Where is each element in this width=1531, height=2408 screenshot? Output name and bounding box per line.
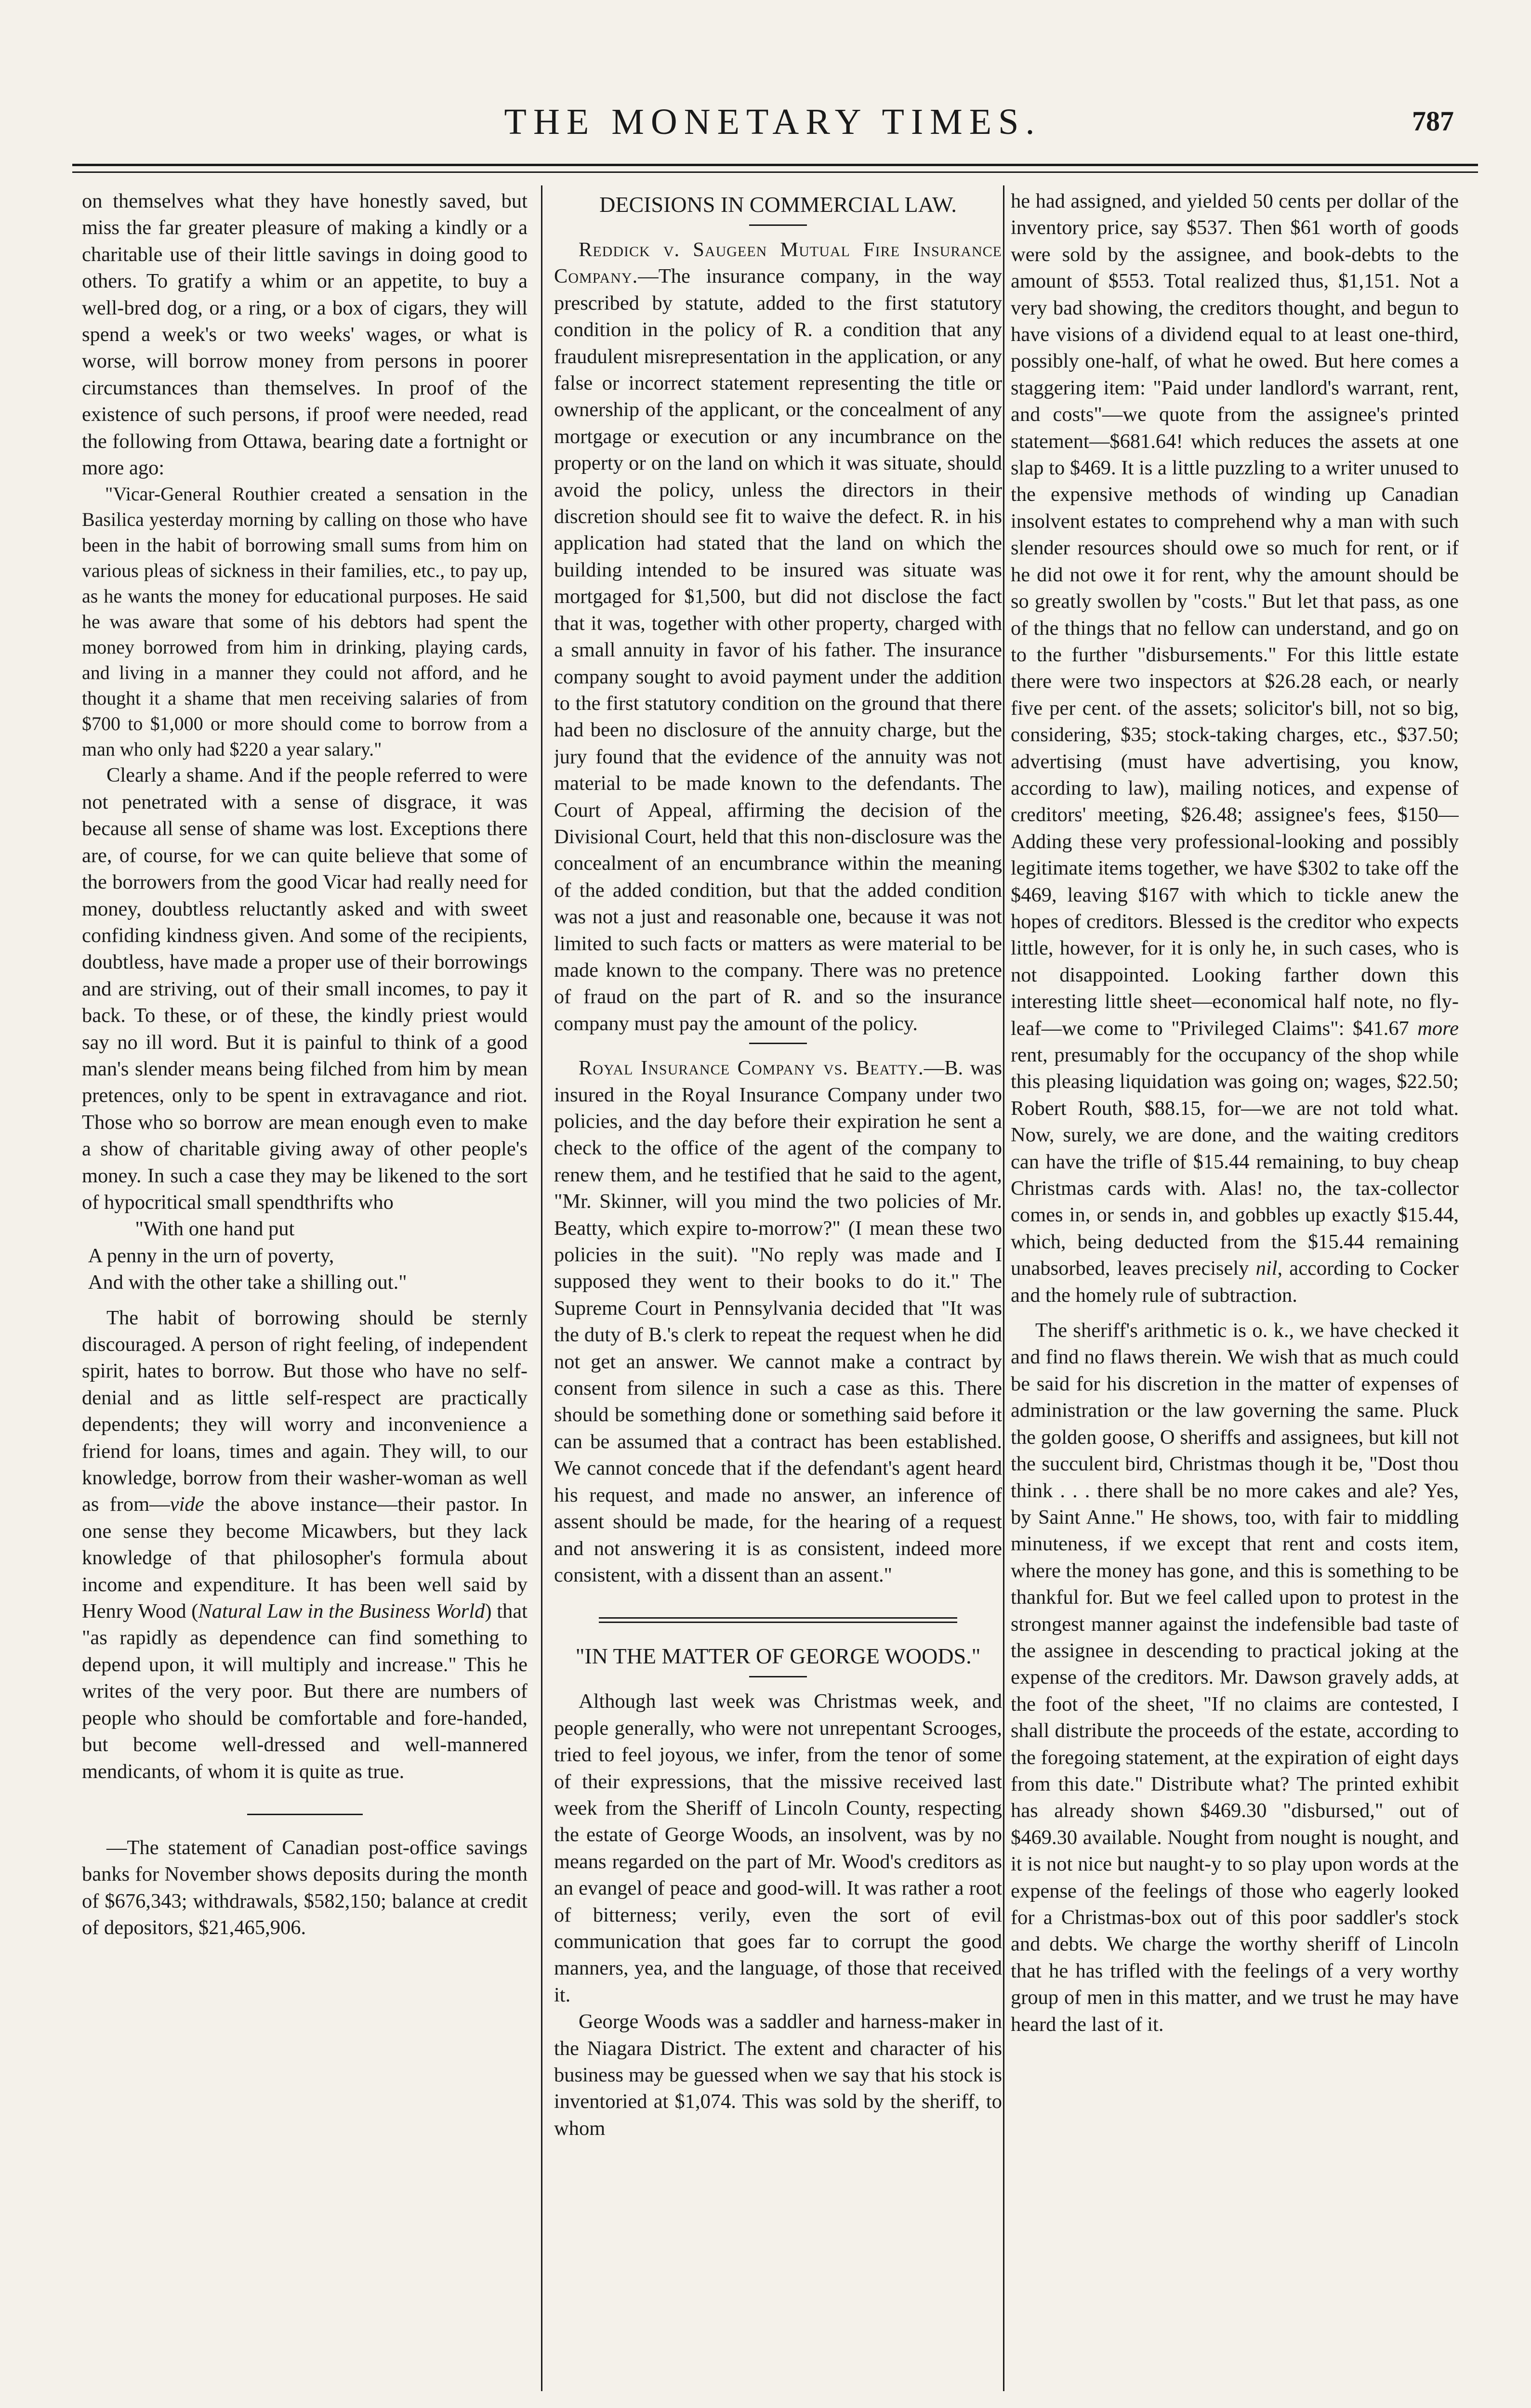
masthead-rule-bottom: [72, 171, 1478, 173]
text-run: rent, presumably for the occupancy of the shop while this pleasing liquidation was going on; wages, $22.50; Robert Routh, $88.15, for—we are not told what. Now, surely, we are done, and the waiting creditors can have the trifle of $15.44 remaining, to buy cheap Christmas cards with. Alas! no, the tax-collector comes in, or sends in, and gobbles up exactly $15.44, which, being deducted from the $15.44 remaining unabsorbed, leaves precisely: [1011, 1044, 1459, 1280]
verse-line: A penny in the urn of poverty,: [88, 1244, 334, 1267]
article-heading: "IN THE MATTER OF GEORGE WOODS.": [575, 1644, 981, 1669]
paragraph: George Woods was a saddler and harness-maker in the Niagara District. The extent and character of his business may be guessed when we say that his stock is inventoried at $1,074. This was sold by the sheriff, to whom: [554, 2010, 1002, 2140]
heading-rule: [749, 1676, 807, 1677]
book-title: Natural Law in the Business World: [198, 1600, 485, 1623]
text-run: —The insurance company, in the way prescribed by statute, added to the first statutory condition in the policy of R. a condition that any fraudulent misrepresentation in the application, or any false or incorrect statement representing the title or ownership of the applicant, or the concealment of any mortgage or execution or any incumbrance on the property or on the land on which it was situate, should avoid the policy, unless the directors in their discretion should see fit to waive the defect. R. in his application had stated that the land on which the building intended to be insured was situate was mortgaged for $1,500, but did not disclose the fact that it was, together with other property, charged with a small annuity in favor of his father. The insurance company sought to avoid payment under the addition to the first statutory condition on the ground that there had been no disclosure of the annuity charge, but the jury found that the evidence of the annuity was not material to be made known to the defendants. The Court of Appeal, affirming the decision of the Divisional Court, held that this non-disclosure was the concealment of an encumbrance within the meaning of the added condition, but that the added condition was not a just and reasonable one, because it was not limited to such facts or matters as were material to be made known to the company. There was no pretence of fraud on the part of R. and so the insurance company must pay the amount of the policy.: [554, 265, 1002, 1035]
paragraph: [82, 1305, 528, 1785]
case-paragraph: [554, 1055, 1002, 1588]
case-title: Royal Insurance Company vs. Beatty.: [579, 1057, 924, 1080]
text-run: , according to Cocker and the homely rule of subtraction.: [1011, 1257, 1459, 1307]
section-rule: [247, 1814, 363, 1815]
case-rule: [749, 1043, 807, 1044]
news-note: —The statement of Canadian post-office savings banks for November shows deposits during the month of $676,343; withdrawals, $582,150; balance at credit of depositors, $21,465,906.: [82, 1836, 528, 1939]
italic-text: more: [1417, 1017, 1459, 1040]
case-title: Reddick v. Saugeen Mutual Fire Insurance Company.: [554, 238, 1002, 288]
column-divider-2: [1003, 185, 1004, 2391]
paragraph: The sheriff's arithmetic is o. k., we have checked it and find no flaws therein. We wish that as much could be said for his discretion in the matter of expenses of administration or the law governing the same. Pluck the golden goose, O sheriffs and assignees, but kill not the succulent bird, Christmas though it be, "Dost thou think . . . there shall be no more cakes and ale? Yes, by Saint Anne." He shows, too, with fair to middling minuteness, if we except that rent and costs item, where the money has gone, and this is something to be thankful for. But we feel called upon to protest in the strongest manner against the indefensible bad taste of the assignee in descending to practical joking at the expense of the creditors. Mr. Dawson gravely adds, at the foot of the sheet, "If no claims are contested, I shall distribute the proceeds of the estate, according to the foregoing statement, at the expiration of eight days from this date." Distribute what? The printed exhibit has already shown $469.30 "disbursed," out of $469.30 available. Nought from nought is nought, and it is not nice but naught-y to so play upon words at the expense of the feelings of those who eagerly looked for a Christmas-box out of this poor saddler's stock and debts. We charge the worthy sheriff of Lincoln that he has trifled with the feelings of a very worthy group of men in this matter, and we trust he may have heard the last of it.: [1011, 1319, 1459, 2036]
paragraph: [1011, 188, 1459, 1309]
column-2: [554, 188, 1002, 2389]
case-paragraph: [554, 236, 1002, 1037]
heading-rule: [749, 224, 807, 226]
masthead-rule-top: [72, 164, 1478, 166]
column-3: [1011, 188, 1459, 2389]
column-1: [82, 188, 528, 2389]
verse-line: And with the other take a shilling out.": [88, 1271, 407, 1294]
text-run: —B. was insured in the Royal Insurance Company under two policies, and the day before their expiration he sent a check to the office of the agent of the company to renew them, and he testified that he said to the agent, "Mr. Skinner, will you mind the two policies of Mr. Beatty, which expire to-morrow?" (I mean these two policies in the suit). "No reply was made and I supposed they went to their books to do it." The Supreme Court in Pennsylvania decided that "It was the duty of B.'s clerk to repeat the request when he did not get an answer. We cannot make a contract by consent from silence in such a case as this. There should be something done or something said before it can be assumed that a contract has been established. We cannot concede that if the defendant's agent heard his request, and made no answer, an inference of assent should be made, for the hearing of a request and not answering it is as consistent, indeed more consistent, with a dissent than an assent.": [554, 1057, 1002, 1586]
page-number: 787: [1412, 105, 1454, 137]
paragraph: Although last week was Christmas week, and people generally, who were not unrepentant Scrooges, tried to feel joyous, we infer, from the tenor of some of their expressions, that the missive received last week from the Sheriff of Lincoln County, respecting the estate of George Woods, an insolvent, was by no means regarded on the part of Mr. Wood's creditors as an evangel of peace and good-will. It was rather a root of bitterness; verily, even the sort of evil communication that goes far to corrupt the good manners, yea, and the language, of those that received it.: [554, 1690, 1002, 2006]
quotation: "Vicar-General Routhier created a sensation in the Basilica yesterday morning by calling on those who have been in the habit of borrowing small sums from him on various pleas of sickness in their families, etc., to pay up, as he wants the money for educational purposes. He said he was aware that some of his debtors had spent the money borrowed from him in drinking, playing cards, and living in a manner they could not afford, and he thought it a shame that men receiving salaries of from $700 to $1,000 or more should come to borrow from a man who only had $220 a year salary.": [82, 483, 528, 760]
paragraph: Clearly a shame. And if the people referred to were not penetrated with a sense of disgrace, it was because all sense of shame was lost. Exceptions there are, of course, for we can quite believe that some of the borrowers from the good Vicar had really need for money, doubtless reluctantly asked and with sweet confiding kindness given. And some of the recipients, doubtless, have made a proper use of their borrowings and are striving, out of their small incomes, to pay it back. To these, or of these, the kindly priest would say no ill word. But it is painful to think of a good man's slender means being filched from him by mean pretences, only to be spent in extravagance and riot. Those who so borrow are mean enough even to make a show of charitable giving away of other people's money. In such a case they may be likened to the sort of hypocritical small spendthrifts who: [82, 764, 528, 1214]
italic-text: nil: [1255, 1257, 1278, 1280]
paragraph: on themselves what they have honestly saved, but miss the far greater pleasure of making a kindly or a charitable use of their little savings in doing good to others. To gratify a whim or an appetite, to buy a well-bred dog, or a ring, or a box of cigars, they will spend a week's or two weeks' wages, or what is worse, will borrow money from persons in poorer circumstances than themselves. In proof of the existence of such persons, if proof were needed, read the following from Ottawa, bearing date a fortnight or more ago:: [82, 190, 528, 480]
italic-text: vide: [170, 1493, 204, 1516]
publication-title: THE MONETARY TIMES.: [504, 102, 1042, 142]
text-run: ) that "as rapidly as dependence can find something to depend upon, it will multiply and increase." This he writes of the very poor. But there are numbers of people who should be comfortable and fore-handed, but become well-dressed and well-mannered mendicants, of whom it is quite as true.: [82, 1600, 528, 1783]
article-separator: [599, 1617, 957, 1623]
section-heading: DECISIONS IN COMMERCIAL LAW.: [599, 192, 957, 217]
text-run: the above instance—their pastor. In one sense they become Micawbers, but they lack knowledge of that philosopher's formula about income and expenditure. It has been well said by Henry Wood (: [82, 1493, 528, 1623]
masthead: [72, 101, 1473, 159]
text-run: he had assigned, and yielded 50 cents per dollar of the inventory price, say $537. Then $61 worth of goods were sold by the assignee, and book-debts to the amount of $553. Total realized thus, $1,151. Not a very bad showing, the creditors thought, and begun to have visions of a dividend equal to at least one-third, possibly one-half, of what he owed. But here comes a staggering item: "Paid under landlord's warrant, rent, and costs"—we quote from the assignee's printed statement—$681.64! which reduces the assets at one slap to $469. It is a little puzzling to a writer unused to the expensive methods of winding up Canadian insolvent estates to comprehend why a man with such slender resources should owe so much for rent, or if he did not owe it for rent, why the amount should be so greatly swollen by "costs." But let that pass, as one of the things that no fellow can understand, and go on to the further "disbursements." For this little estate there were two inspectors at $26.28 each, or nearly five per cent. of the assets; solicitor's bill, not so big, considering, $35; stock-taking charges, etc., $37.50; advertising (must have advertising, you know, according to law), mailing notices, and expense of creditors' meeting, $26.48; assignee's fees, $150—Adding these very professional-looking and possibly legitimate items together, we have $302 to take off the $469, leaving $167 with which to tickle anew the hopes of creditors. Blessed is the creditor who expects little, however, for it is only he, in such cases, who is not disappointed. Looking farther down this interesting little sheet—economical half note, no fly-leaf—we come to "Privileged Claims": $41.67: [1011, 190, 1459, 1040]
text-run: The habit of borrowing should be sternly discouraged. A person of right feeling, of independent spirit, hates to borrow. But those who have no self-denial and as little self-respect are practically dependents; they will worry and inconvenience a friend for loans, times and again. They will, to our knowledge, borrow from their washer-woman as well as from—: [82, 1306, 528, 1516]
column-divider-1: [541, 185, 542, 2391]
verse-line: "With one hand put: [135, 1217, 295, 1241]
